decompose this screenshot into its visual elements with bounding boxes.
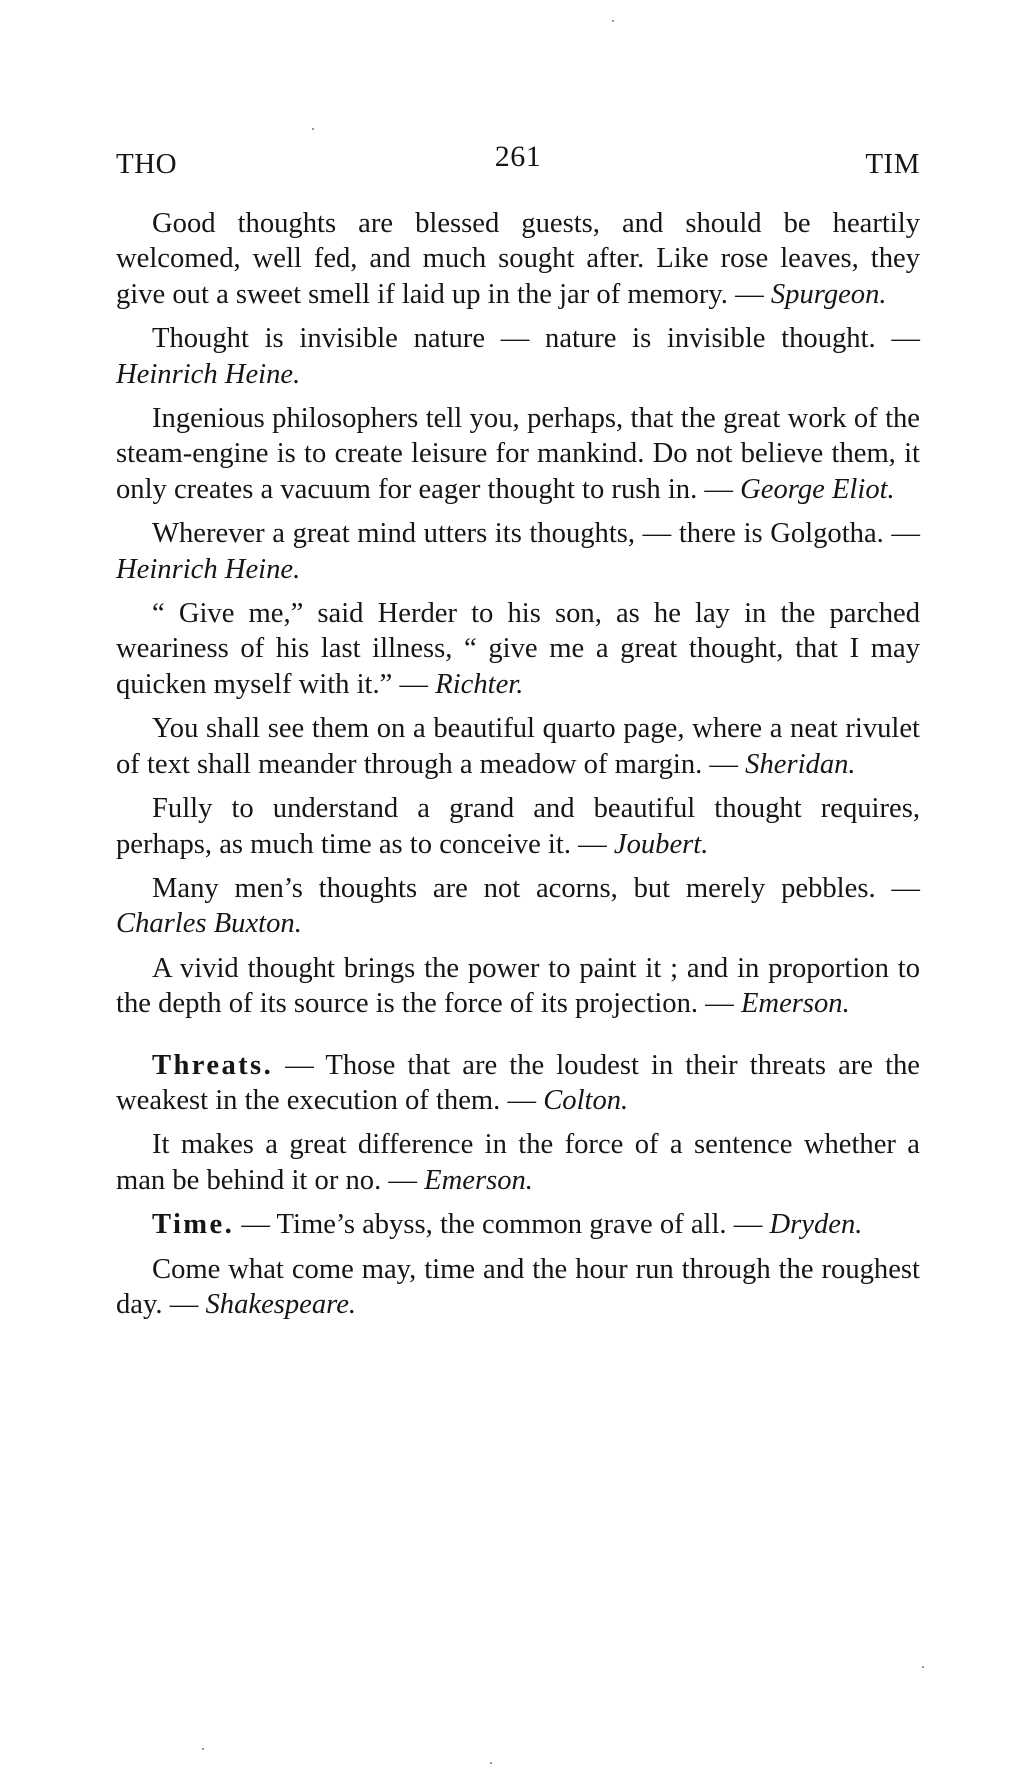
quote-text: “ Give me,” said Herder to his son, as he lay in the parched weariness of his last illness, “ give me a great thought, that I may quicken myself with it.” —	[116, 598, 920, 700]
quote-author: Heinrich Heine.	[116, 358, 301, 390]
quote-text: It makes a great difference in the force of a sentence whether a man be behind it or no. —	[116, 1129, 920, 1196]
quote-paragraph	[116, 1127, 920, 1198]
quote-text: Fully to understand a grand and beautiful thought requires, perhaps, as much time as to conceive it. —	[116, 793, 920, 860]
quote-author: Sheridan.	[745, 748, 856, 780]
page-number: 261	[494, 140, 542, 173]
quote-author: Joubert.	[613, 828, 709, 860]
quote-paragraph	[116, 321, 920, 392]
entry-keyword-time: Time.	[152, 1209, 235, 1241]
quote-author: Spurgeon.	[770, 278, 887, 310]
quote-paragraph	[116, 516, 920, 587]
quote-text: Thought is invisible nature — nature is invisible thought. —	[152, 323, 920, 355]
quote-paragraph	[116, 951, 920, 1022]
page-body	[116, 206, 920, 1331]
paper-speck	[922, 1666, 924, 1668]
quote-text: Many men’s thoughts are not acorns, but merely pebbles. —	[152, 872, 920, 904]
quote-text: Good thoughts are blessed guests, and should be heartily welcomed, well fed, and much sought after. Like rose leaves, they give out a sweet smell if laid up in the jar of memory. —	[116, 208, 920, 310]
quote-paragraph	[116, 596, 920, 702]
quote-text: Wherever a great mind utters its thoughts, — there is Golgotha. —	[152, 518, 920, 550]
quote-text: — Time’s abyss, the common grave of all. —	[241, 1209, 763, 1241]
entry-threats	[116, 1048, 920, 1119]
paper-speck	[490, 1762, 492, 1764]
quote-paragraph	[116, 871, 920, 942]
quote-paragraph	[116, 711, 920, 782]
quote-text: Come what come may, time and the hour run through the roughest day. —	[116, 1253, 920, 1320]
quote-author: Emerson.	[740, 988, 850, 1020]
quote-author: Dryden.	[769, 1209, 863, 1241]
quote-author: George Eliot.	[740, 473, 895, 505]
header-right-guide-word: TIM	[865, 148, 920, 180]
paper-speck	[202, 1748, 204, 1750]
quote-author: Colton.	[543, 1084, 629, 1116]
quote-text: You shall see them on a beautiful quarto page, where a neat rivulet of text shall meander through a meadow of margin. —	[116, 713, 920, 780]
entry-keyword-threats: Threats.	[152, 1049, 274, 1081]
running-head	[116, 140, 920, 180]
quote-author: Shakespeare.	[205, 1288, 357, 1320]
quote-paragraph	[116, 791, 920, 862]
quote-author: Richter.	[435, 668, 524, 700]
paper-speck	[612, 20, 614, 22]
entry-time	[116, 1207, 920, 1242]
quote-author: Heinrich Heine.	[116, 553, 301, 585]
quote-paragraph	[116, 1252, 920, 1323]
quote-text: Ingenious philosophers tell you, perhaps, that the great work of the steam-engine is to create leisure for mankind. Do not believe them, it only creates a vacuum for eager thought to rush in. —	[116, 403, 920, 505]
quote-author: Charles Buxton.	[116, 908, 302, 940]
quote-author: Emerson.	[424, 1164, 533, 1196]
quote-paragraph	[116, 401, 920, 507]
quote-text: A vivid thought brings the power to paint it ; and in proportion to the depth of its source is the force of its projection. —	[116, 952, 920, 1020]
quote-text: — Those that are the loudest in their threats are the weakest in the execution of them. —	[116, 1049, 920, 1116]
quote-paragraph	[116, 206, 920, 312]
header-left-guide-word: THO	[116, 148, 178, 180]
paper-speck	[312, 128, 314, 130]
